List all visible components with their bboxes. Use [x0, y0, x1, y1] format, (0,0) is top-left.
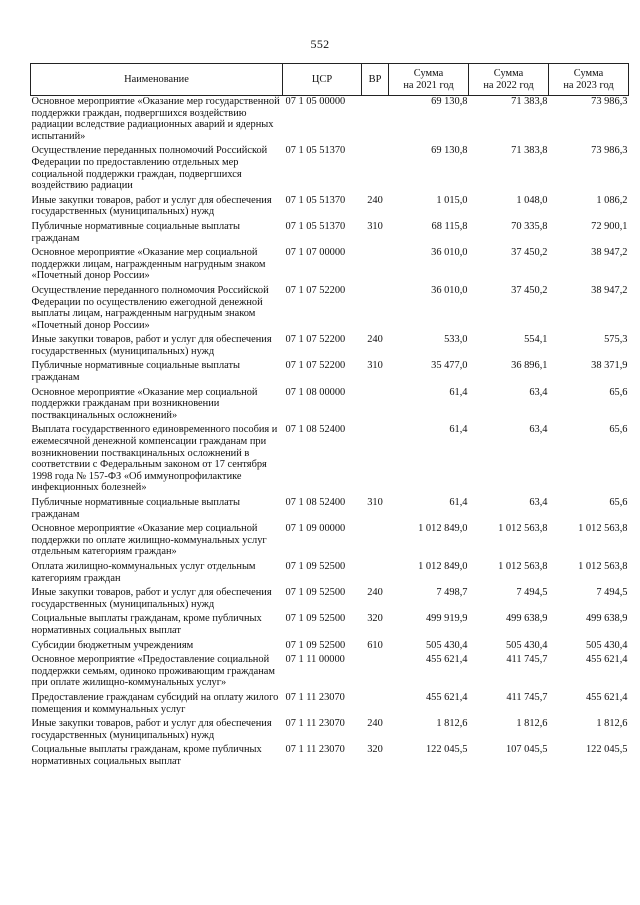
row-sum-2022: 36 896,1: [511, 360, 548, 372]
row-sum-2021: 1 015,0: [436, 194, 468, 206]
row-sum-2023: 122 045,5: [585, 744, 628, 756]
row-csr-code: 07 1 07 52200: [285, 360, 346, 372]
row-vr-code: 310: [367, 220, 383, 232]
row-sum-2022: 411 745,7: [506, 691, 548, 703]
row-sum-2021: 455 621,4: [425, 654, 468, 666]
table-row: [31, 523, 629, 561]
table-row: [31, 587, 629, 613]
row-csr-code: 07 1 09 52500: [285, 587, 346, 599]
table-row: [31, 334, 629, 360]
row-sum-2022: 411 745,7: [506, 654, 548, 666]
table-row: [31, 387, 629, 425]
row-vr-code: 240: [367, 587, 383, 599]
row-vr-code: [362, 145, 389, 194]
row-csr-code: 07 1 11 23070: [285, 744, 345, 756]
row-sum-2023: 65,6: [609, 386, 628, 398]
row-name: Осуществление переданного полномочия Российской Федерации по осуществлению ежегодной денежной выплаты лицам, награжденным нагрудным знаком «Почетный донор России»: [31, 284, 269, 331]
row-vr-code: [362, 387, 389, 425]
table-row: [31, 744, 629, 770]
row-sum-2022: 499 638,9: [505, 613, 548, 625]
row-name: Основное мероприятие «Оказание мер социальной поддержки лицам, награжденным нагрудным знаком «Почетный донор России»: [31, 247, 266, 282]
row-vr-code: [362, 424, 389, 497]
row-name: Публичные нормативные социальные выплаты гражданам: [31, 360, 241, 384]
row-name: Основное мероприятие «Оказание мер социальной поддержки по оплате жилищно-коммунальных услуг отдельным категориям граждан»: [31, 523, 267, 558]
row-csr-code: 07 1 09 52500: [285, 613, 346, 625]
page-number: 552: [310, 37, 330, 51]
row-name: Оплата жилищно-коммунальных услуг отдельным категориям граждан: [31, 560, 256, 584]
row-sum-2022: 554,1: [524, 334, 548, 346]
row-sum-2021: 499 919,9: [425, 613, 468, 625]
row-vr-code: 240: [367, 718, 383, 730]
row-sum-2021: 122 045,5: [425, 744, 468, 756]
budget-table: [30, 63, 629, 770]
row-vr-code: 240: [367, 194, 383, 206]
table-body: [31, 96, 629, 771]
header-sum-2022: Сумма на 2022 год: [469, 64, 549, 96]
table-row: [31, 654, 629, 692]
row-sum-2023: 1 012 563,8: [578, 560, 628, 572]
row-vr-code: 240: [367, 334, 383, 346]
header-name: Наименование: [31, 64, 283, 96]
header-csr: ЦСР: [283, 64, 362, 96]
row-vr-code: 310: [367, 497, 383, 508]
row-vr-code: [362, 561, 389, 587]
row-sum-2021: 1 012 849,0: [418, 560, 468, 572]
row-csr-code: 07 1 07 52200: [285, 334, 346, 346]
row-sum-2022: 1 812,6: [516, 718, 548, 730]
header-vr: ВР: [362, 64, 389, 96]
row-name: Публичные нормативные социальные выплаты гражданам: [31, 497, 241, 520]
row-sum-2021: 69 130,8: [431, 96, 468, 107]
header-row: [31, 64, 629, 96]
row-sum-2022: 37 450,2: [511, 284, 548, 296]
row-sum-2022: 37 450,2: [511, 247, 548, 259]
row-name: Основное мероприятие «Предоставление социальной поддержки семьям, одиноко проживающим гражданам при оплате жилищно-коммунальных услуг»: [31, 654, 275, 689]
table-row: [31, 285, 629, 334]
row-vr-code: 320: [367, 744, 383, 756]
row-sum-2022: 71 383,8: [511, 145, 548, 157]
row-vr-code: [362, 692, 389, 718]
row-csr-code: 07 1 08 52400: [285, 497, 346, 508]
row-sum-2022: 63,4: [529, 424, 548, 436]
row-sum-2023: 1 012 563,8: [578, 523, 628, 535]
row-sum-2023: 1 086,2: [596, 194, 628, 206]
row-sum-2021: 505 430,4: [425, 639, 468, 651]
row-sum-2021: 68 115,8: [431, 220, 468, 232]
row-csr-code: 07 1 08 52400: [285, 424, 346, 436]
row-csr-code: 07 1 11 00000: [285, 654, 345, 666]
row-vr-code: 610: [367, 639, 383, 651]
row-sum-2023: 7 494,5: [596, 587, 628, 599]
row-csr-code: 07 1 05 51370: [285, 145, 346, 157]
row-vr-code: [362, 96, 389, 146]
row-sum-2021: 61,4: [449, 497, 468, 508]
row-sum-2021: 533,0: [444, 334, 468, 346]
row-sum-2021: 61,4: [449, 386, 468, 398]
table-row: [31, 640, 629, 655]
row-sum-2022: 70 335,8: [511, 220, 548, 232]
table-row: [31, 96, 629, 146]
table-row: [31, 718, 629, 744]
row-csr-code: 07 1 11 23070: [285, 718, 345, 730]
row-name: Предоставление гражданам субсидий на оплату жилого помещения и коммунальных услуг: [31, 691, 279, 715]
row-csr-code: 07 1 09 52500: [285, 639, 346, 651]
row-name: Выплата государственного единовременного пособия и ежемесячной денежной компенсации гражданам при возникновении поствакцинальных осложнений в соответствии с Федеральным законом от 17 сентября 1998 года № 157-ФЗ «Об иммунопрофилактике инфекционных болезней»: [31, 424, 278, 494]
row-sum-2023: 499 638,9: [585, 613, 628, 625]
row-csr-code: 07 1 05 51370: [285, 194, 346, 206]
row-sum-2021: 69 130,8: [431, 145, 468, 157]
row-sum-2023: 38 947,2: [591, 284, 628, 296]
row-csr-code: 07 1 09 00000: [285, 523, 346, 535]
table-row: [31, 145, 629, 194]
row-sum-2022: 1 012 563,8: [498, 560, 548, 572]
row-name: Социальные выплаты гражданам, кроме публичных нормативных социальных выплат: [31, 744, 262, 767]
row-sum-2023: 1 812,6: [596, 718, 628, 730]
row-sum-2023: 38 371,9: [591, 360, 628, 372]
row-sum-2023: 73 986,3: [591, 96, 628, 107]
row-vr-code: [362, 247, 389, 285]
row-sum-2021: 36 010,0: [431, 247, 468, 259]
table-row: [31, 221, 629, 247]
row-name: Основное мероприятие «Оказание мер социальной поддержки гражданам при возникновении поствакцинальных осложнений»: [31, 386, 258, 421]
header-sum-2021: Сумма на 2021 год: [389, 64, 469, 96]
row-sum-2022: 63,4: [529, 497, 548, 508]
row-sum-2021: 35 477,0: [431, 360, 468, 372]
table-row: [31, 692, 629, 718]
row-sum-2022: 7 494,5: [516, 587, 548, 599]
row-csr-code: 07 1 09 52500: [285, 560, 346, 572]
table-header: [31, 64, 629, 96]
row-vr-code: 320: [367, 613, 383, 625]
row-name: Иные закупки товаров, работ и услуг для обеспечения государственных (муниципальных) нужд: [31, 587, 272, 610]
row-sum-2021: 36 010,0: [431, 284, 468, 296]
row-sum-2023: 72 900,1: [591, 220, 628, 232]
row-name: Публичные нормативные социальные выплаты гражданам: [31, 220, 241, 244]
row-name: Субсидии бюджетным учреждениям: [31, 639, 194, 651]
row-sum-2023: 38 947,2: [591, 247, 628, 259]
row-name: Иные закупки товаров, работ и услуг для обеспечения государственных (муниципальных) нужд: [31, 718, 272, 741]
row-sum-2021: 7 498,7: [436, 587, 468, 599]
row-csr-code: 07 1 07 52200: [285, 284, 346, 296]
row-csr-code: 07 1 05 00000: [285, 96, 346, 107]
row-sum-2022: 505 430,4: [505, 639, 548, 651]
row-sum-2022: 63,4: [529, 386, 548, 398]
table-row: [31, 195, 629, 221]
header-sum-2023: Сумма на 2023 год: [549, 64, 629, 96]
row-name: Осуществление переданных полномочий Российской Федерации по предоставлению отдельных мер социальной поддержки граждан, подвергшихся воздействию радиации: [31, 145, 268, 192]
row-sum-2021: 455 621,4: [425, 691, 468, 703]
row-sum-2022: 71 383,8: [511, 96, 548, 107]
table-row: [31, 247, 629, 285]
table-row: [31, 424, 629, 497]
row-sum-2021: 1 012 849,0: [418, 523, 468, 535]
table-row: [31, 561, 629, 587]
row-sum-2023: 455 621,4: [585, 654, 628, 666]
row-csr-code: 07 1 05 51370: [285, 220, 346, 232]
row-sum-2021: 61,4: [449, 424, 468, 436]
row-name: Иные закупки товаров, работ и услуг для обеспечения государственных (муниципальных) нужд: [31, 194, 272, 218]
row-sum-2022: 107 045,5: [505, 744, 548, 756]
row-name: Социальные выплаты гражданам, кроме публичных нормативных социальных выплат: [31, 613, 262, 636]
row-sum-2023: 455 621,4: [585, 691, 628, 703]
row-sum-2022: 1 012 563,8: [498, 523, 548, 535]
row-name: Основное мероприятие «Оказание мер государственной поддержки граждан, подвергшихся воздействию радиации вследствие радиационных аварий и ядерных испытаний»: [31, 96, 280, 142]
table-row: [31, 497, 629, 523]
row-csr-code: 07 1 08 00000: [285, 386, 346, 398]
row-csr-code: 07 1 07 00000: [285, 247, 346, 259]
row-sum-2022: 1 048,0: [516, 194, 548, 206]
row-sum-2023: 575,3: [604, 334, 628, 346]
row-vr-code: 310: [367, 360, 383, 372]
row-sum-2023: 505 430,4: [585, 639, 628, 651]
row-vr-code: [362, 523, 389, 561]
row-vr-code: [362, 285, 389, 334]
table-row: [31, 613, 629, 639]
row-sum-2023: 65,6: [609, 424, 628, 436]
row-name: Иные закупки товаров, работ и услуг для обеспечения государственных (муниципальных) нужд: [31, 334, 272, 357]
row-sum-2023: 73 986,3: [591, 145, 628, 157]
row-sum-2023: 65,6: [609, 497, 628, 508]
row-vr-code: [362, 654, 389, 692]
row-csr-code: 07 1 11 23070: [285, 691, 345, 703]
table-row: [31, 360, 629, 386]
row-sum-2021: 1 812,6: [436, 718, 468, 730]
